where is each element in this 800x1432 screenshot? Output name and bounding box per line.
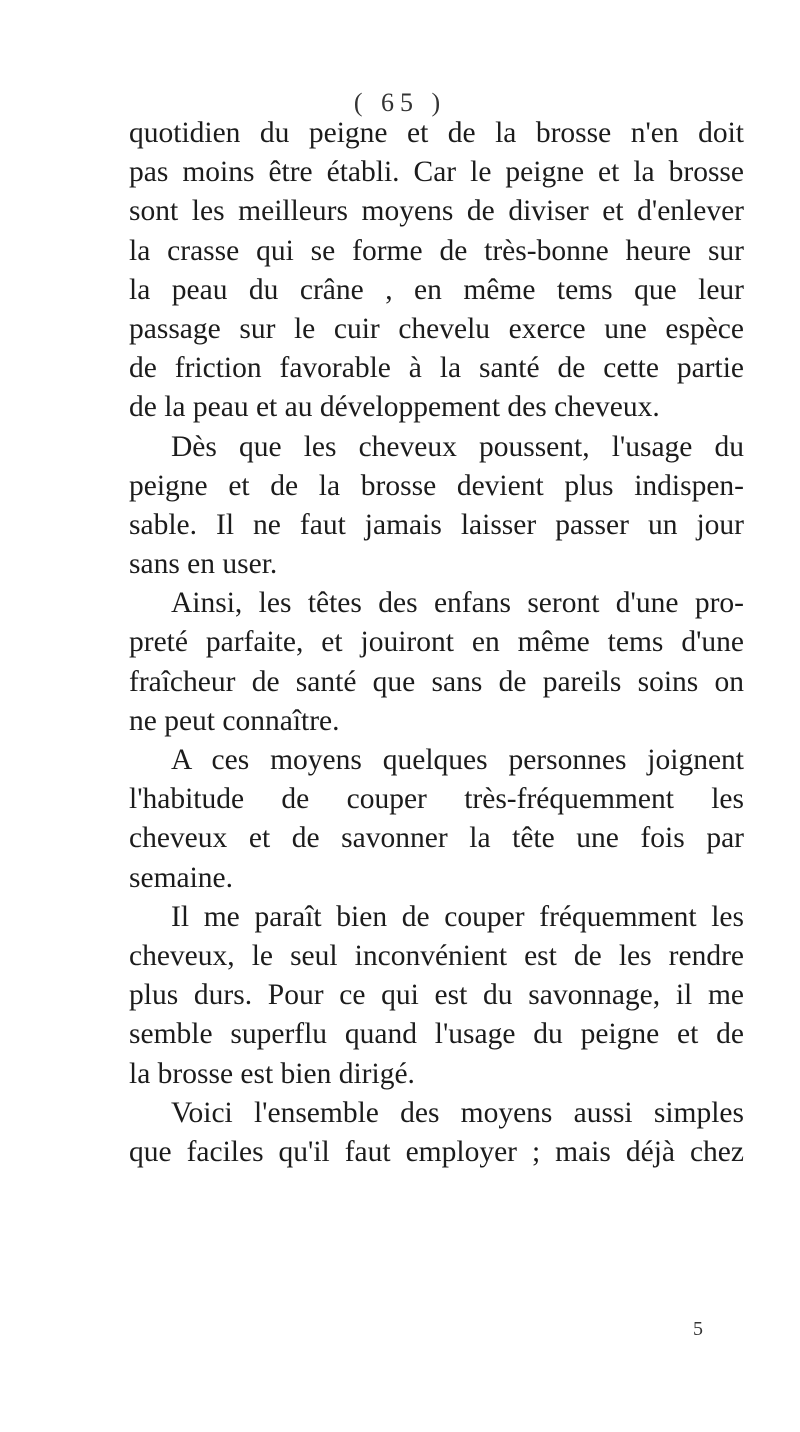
text-line: de la peau et au développement des cheveux. xyxy=(129,391,660,424)
text-line: quotidien du peigne et de la brosse n'en doit xyxy=(129,117,744,149)
text-line: la brosse est bien dirigé. xyxy=(129,1057,415,1090)
text-line: l'habitude de couper très-fréquemment les xyxy=(129,783,744,816)
text-line: de friction favorable à la santé de cette partie xyxy=(129,352,744,385)
text-line: pas moins être établi. Car le peigne et la brosse xyxy=(129,156,744,189)
text-line: Il me paraît bien de couper fréquemment les xyxy=(171,900,744,933)
text-line: Ainsi, les têtes des enfans seront d'une pro- xyxy=(171,587,744,620)
text-line: sont les meilleurs moyens de diviser et d'enlever xyxy=(129,195,744,228)
text-line: la crasse qui se forme de très-bonne heure sur xyxy=(129,234,744,267)
text-line: passage sur le cuir chevelu exerce une espèce xyxy=(129,312,744,345)
text-line: preté parfaite, et jouiront en même tems d'une xyxy=(129,626,744,659)
text-line: Dès que les cheveux poussent, l'usage du xyxy=(171,430,744,463)
text-line: cheveux et de savonner la tête une fois par xyxy=(129,822,744,855)
text-line: la peau du crâne , en même tems que leur xyxy=(129,273,744,306)
text-line: ne peut connaître. xyxy=(129,704,340,737)
text-line: sans en user. xyxy=(129,548,278,581)
text-line: semble superflu quand l'usage du peigne et de xyxy=(129,1018,744,1051)
text-line: plus durs. Pour ce qui est du savonnage, il me xyxy=(129,979,744,1012)
text-line: Voici l'ensemble des moyens aussi simples xyxy=(171,1096,744,1129)
text-line: peigne et de la brosse devient plus indispen- xyxy=(129,469,744,502)
body-text xyxy=(129,114,744,1172)
page-number: ( 65 ) xyxy=(353,88,447,117)
signature-mark: 5 xyxy=(693,1318,703,1340)
text-line: fraîcheur de santé que sans de pareils soins on xyxy=(129,665,744,698)
text-line: que faciles qu'il faut employer ; mais déjà chez xyxy=(129,1135,744,1168)
text-line: A ces moyens quelques personnes joignent xyxy=(171,744,744,776)
text-line: semaine. xyxy=(129,861,234,894)
text-line: cheveux, le seul inconvénient est de les rendre xyxy=(129,939,744,972)
text-line: sable. Il ne faut jamais laisser passer un jour xyxy=(129,508,744,541)
